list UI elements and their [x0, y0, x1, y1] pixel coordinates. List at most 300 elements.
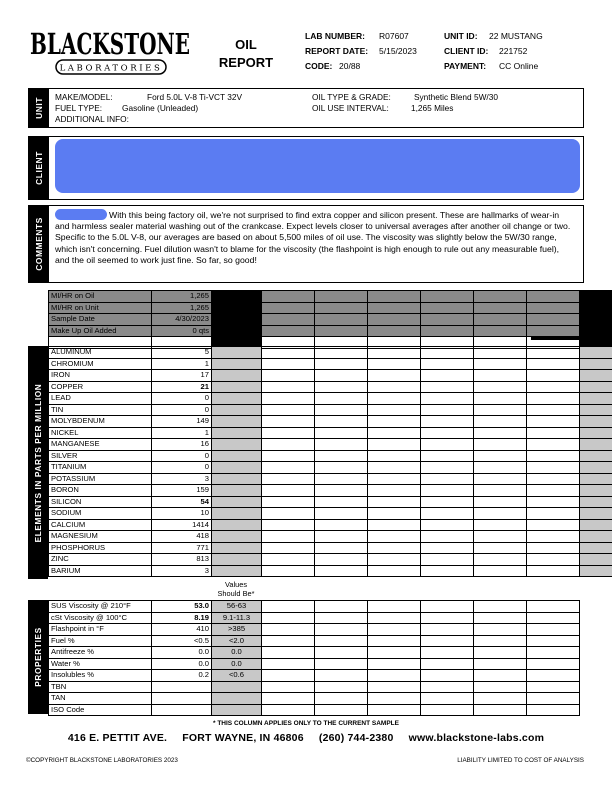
blank-cell — [580, 612, 612, 624]
element-name: ZINC — [49, 554, 152, 566]
property-should-be — [212, 704, 262, 716]
element-name: TITANIUM — [49, 462, 152, 474]
universal-average-value — [580, 473, 612, 485]
history-cell — [474, 347, 527, 359]
element-value: 54 — [152, 496, 212, 508]
history-cell — [421, 450, 474, 462]
history-cell — [527, 439, 580, 451]
code: 20/88 — [339, 61, 361, 71]
element-name: TIN — [49, 404, 152, 416]
oil-use: 1,265 Miles — [411, 103, 454, 113]
history-cell — [262, 704, 315, 716]
elements-sidebar: ELEMENTS IN PARTS PER MILLION — [28, 346, 48, 579]
history-cell — [527, 612, 580, 624]
history-cell — [527, 647, 580, 659]
element-value: 0 — [152, 462, 212, 474]
history-cell — [315, 542, 368, 554]
report-title-line2: REPORT — [218, 55, 274, 70]
history-cell — [368, 325, 421, 337]
unit-location-avg-cell — [212, 381, 262, 393]
sample-info-row — [49, 302, 612, 314]
history-cell — [527, 704, 580, 716]
history-cell — [527, 554, 580, 566]
element-row — [49, 496, 612, 508]
blank-cell — [580, 658, 612, 670]
svg-text:LABORATORIES: LABORATORIES — [59, 63, 163, 74]
sample-info-label: Make Up Oil Added — [49, 325, 152, 337]
history-cell — [368, 370, 421, 382]
history-cell — [262, 416, 315, 428]
sample-info-value: 4/30/2023 — [152, 314, 212, 326]
history-cell — [474, 624, 527, 636]
history-cell — [527, 565, 580, 577]
history-cell — [474, 704, 527, 716]
history-cell — [262, 473, 315, 485]
history-cell — [368, 462, 421, 474]
history-cell — [474, 393, 527, 405]
history-cell — [262, 670, 315, 682]
property-row — [49, 658, 612, 670]
values-should-be-header: Values Should Be* — [217, 580, 255, 598]
history-cell — [474, 519, 527, 531]
history-cell — [315, 612, 368, 624]
history-cell — [527, 347, 580, 359]
client-redaction — [55, 139, 580, 193]
universal-average-value — [580, 427, 612, 439]
element-row — [49, 450, 612, 462]
blank-cell — [580, 704, 612, 716]
history-cell — [262, 681, 315, 693]
element-value: 3 — [152, 473, 212, 485]
history-cell — [368, 314, 421, 326]
history-cell — [368, 439, 421, 451]
history-cell — [474, 381, 527, 393]
history-cell — [474, 565, 527, 577]
client-id: 221752 — [499, 46, 528, 56]
blank-cell — [580, 624, 612, 636]
additional-info-label: ADDITIONAL INFO: — [55, 114, 129, 124]
element-name: COPPER — [49, 381, 152, 393]
history-cell — [527, 601, 580, 613]
element-name: PHOSPHORUS — [49, 542, 152, 554]
history-cell — [527, 519, 580, 531]
history-cell — [368, 358, 421, 370]
history-cell — [262, 519, 315, 531]
universal-average-value — [580, 358, 612, 370]
element-name: IRON — [49, 370, 152, 382]
element-value: 159 — [152, 485, 212, 497]
history-cell — [474, 314, 527, 326]
history-cell — [527, 450, 580, 462]
history-cell — [527, 314, 580, 326]
history-cell — [368, 427, 421, 439]
history-cell — [368, 473, 421, 485]
unit-section — [28, 88, 584, 128]
unit-location-avg-cell — [212, 404, 262, 416]
history-cell — [315, 404, 368, 416]
history-cell — [527, 404, 580, 416]
history-cell — [315, 325, 368, 337]
history-cell — [527, 508, 580, 520]
history-cell — [474, 670, 527, 682]
comments-body — [55, 209, 575, 266]
history-cell — [368, 670, 421, 682]
universal-average-value — [580, 531, 612, 543]
property-row — [49, 693, 612, 705]
unit-location-avg-cell — [212, 496, 262, 508]
element-name: NICKEL — [49, 427, 152, 439]
property-should-be: 56-63 — [212, 601, 262, 613]
element-value: 17 — [152, 370, 212, 382]
property-value: <0.5 — [152, 635, 212, 647]
element-row — [49, 473, 612, 485]
history-cell — [315, 462, 368, 474]
payment: CC Online — [499, 61, 539, 71]
history-cell — [421, 612, 474, 624]
history-cell — [527, 416, 580, 428]
history-cell — [474, 508, 527, 520]
element-row — [49, 565, 612, 577]
element-row — [49, 554, 612, 566]
unit-location-avg-cell — [212, 370, 262, 382]
sample-info-table — [48, 290, 612, 349]
history-cell — [262, 635, 315, 647]
history-cell — [421, 393, 474, 405]
history-cell — [315, 658, 368, 670]
history-cell — [368, 291, 421, 303]
history-cell — [262, 601, 315, 613]
property-row — [49, 601, 612, 613]
history-cell — [368, 531, 421, 543]
history-cell — [421, 291, 474, 303]
unit-location-avg-cell — [212, 427, 262, 439]
sample-info-value: 0 qts — [152, 325, 212, 337]
history-cell — [527, 624, 580, 636]
element-name: BARIUM — [49, 565, 152, 577]
history-cell — [262, 381, 315, 393]
history-cell — [474, 693, 527, 705]
property-should-be — [212, 693, 262, 705]
history-cell — [315, 485, 368, 497]
history-cell — [368, 554, 421, 566]
history-cell — [315, 624, 368, 636]
history-cell — [315, 635, 368, 647]
universal-average-value — [580, 347, 612, 359]
element-name: SILICON — [49, 496, 152, 508]
history-cell — [315, 393, 368, 405]
history-cell — [368, 704, 421, 716]
history-cell — [421, 670, 474, 682]
history-cell — [315, 450, 368, 462]
copyright: ©COPYRIGHT BLACKSTONE LABORATORIES 2023 — [26, 757, 178, 764]
universal-average-value — [580, 370, 612, 382]
blank-cell — [580, 681, 612, 693]
property-row — [49, 612, 612, 624]
unit-location-avg-cell — [212, 325, 262, 337]
unit-location-avg-cell — [212, 347, 262, 359]
history-cell — [262, 450, 315, 462]
history-cell — [421, 302, 474, 314]
history-cell — [421, 314, 474, 326]
make-model: Ford 5.0L V-8 Ti-VCT 32V — [147, 92, 242, 102]
element-name: LEAD — [49, 393, 152, 405]
unit-location-avg-cell — [212, 291, 262, 303]
blank-cell — [580, 647, 612, 659]
history-cell — [315, 508, 368, 520]
element-name: BORON — [49, 485, 152, 497]
code-label: CODE: — [305, 61, 333, 71]
history-cell — [315, 416, 368, 428]
client-sidebar: CLIENT — [29, 137, 49, 199]
oil-type-label: OIL TYPE & GRADE: — [312, 92, 391, 102]
history-cell — [262, 358, 315, 370]
history-cell — [368, 658, 421, 670]
history-cell — [315, 519, 368, 531]
property-name: Flashpoint in °F — [49, 624, 152, 636]
element-row — [49, 519, 612, 531]
history-cell — [368, 381, 421, 393]
property-row — [49, 624, 612, 636]
history-cell — [368, 416, 421, 428]
unit-location-avg-cell — [212, 565, 262, 577]
history-cell — [262, 612, 315, 624]
history-cell — [474, 439, 527, 451]
element-name: CHROMIUM — [49, 358, 152, 370]
history-cell — [421, 554, 474, 566]
universal-average-value — [580, 508, 612, 520]
history-cell — [315, 693, 368, 705]
history-cell — [315, 358, 368, 370]
property-should-be: <0.6 — [212, 670, 262, 682]
element-name: ALUMINUM — [49, 347, 152, 359]
universal-average-value — [580, 485, 612, 497]
history-cell — [262, 439, 315, 451]
universal-average-value — [580, 404, 612, 416]
property-should-be: >385 — [212, 624, 262, 636]
history-cell — [315, 370, 368, 382]
history-cell — [474, 485, 527, 497]
universal-average-value — [580, 416, 612, 428]
sample-info-row — [49, 314, 612, 326]
history-cell — [262, 325, 315, 337]
universal-average-value — [580, 439, 612, 451]
unit-location-avg-cell — [212, 554, 262, 566]
history-cell — [527, 393, 580, 405]
history-cell — [421, 624, 474, 636]
universal-average-value — [580, 519, 612, 531]
element-value: 149 — [152, 416, 212, 428]
history-cell — [527, 462, 580, 474]
unit-location-avg-cell — [212, 531, 262, 543]
address-line — [0, 732, 612, 744]
element-row — [49, 485, 612, 497]
history-cell — [421, 439, 474, 451]
property-name: Antifreeze % — [49, 647, 152, 659]
property-row — [49, 681, 612, 693]
history-cell — [474, 612, 527, 624]
history-cell — [421, 473, 474, 485]
history-cell — [262, 542, 315, 554]
history-cell — [262, 462, 315, 474]
city: FORT WAYNE, IN 46806 — [182, 732, 304, 744]
element-row — [49, 439, 612, 451]
history-cell — [368, 485, 421, 497]
history-cell — [421, 519, 474, 531]
history-cell — [421, 693, 474, 705]
history-cell — [474, 635, 527, 647]
history-cell — [315, 565, 368, 577]
unit-location-avg-cell — [212, 393, 262, 405]
lab-number-label: LAB NUMBER: — [305, 31, 365, 41]
universal-average-value — [580, 381, 612, 393]
history-cell — [474, 647, 527, 659]
history-cell — [421, 496, 474, 508]
element-row — [49, 404, 612, 416]
history-cell — [262, 404, 315, 416]
property-row — [49, 704, 612, 716]
history-cell — [315, 473, 368, 485]
history-cell — [421, 404, 474, 416]
history-cell — [527, 473, 580, 485]
payment-label: PAYMENT: — [444, 61, 487, 71]
history-cell — [315, 531, 368, 543]
property-value: 0.2 — [152, 670, 212, 682]
history-cell — [421, 381, 474, 393]
unit-location-avg-cell — [212, 439, 262, 451]
history-cell — [368, 601, 421, 613]
history-cell — [527, 658, 580, 670]
client-section — [28, 136, 584, 200]
history-cell — [262, 347, 315, 359]
element-row — [49, 393, 612, 405]
history-cell — [368, 542, 421, 554]
universal-average-value — [580, 542, 612, 554]
history-cell — [527, 370, 580, 382]
history-cell — [262, 291, 315, 303]
history-cell — [262, 624, 315, 636]
history-cell — [262, 314, 315, 326]
blank-cell — [580, 670, 612, 682]
history-cell — [262, 554, 315, 566]
history-cell — [474, 462, 527, 474]
phone: (260) 744-2380 — [318, 732, 394, 744]
history-cell — [262, 370, 315, 382]
property-value: 0.0 — [152, 647, 212, 659]
universal-average-value — [580, 554, 612, 566]
blank-cell — [580, 635, 612, 647]
svg-text:BLACKSTONE: BLACKSTONE — [30, 27, 190, 61]
universal-average-value — [580, 450, 612, 462]
history-cell — [474, 325, 527, 337]
element-name: MOLYBDENUM — [49, 416, 152, 428]
history-cell — [421, 647, 474, 659]
history-cell — [527, 427, 580, 439]
street: 416 E. PETTIT AVE. — [67, 732, 168, 744]
history-cell — [368, 647, 421, 659]
history-cell — [368, 681, 421, 693]
history-cell — [368, 347, 421, 359]
history-cell — [527, 681, 580, 693]
element-value: 10 — [152, 508, 212, 520]
element-row — [49, 358, 612, 370]
website-link[interactable]: www.blackstone-labs.com — [408, 732, 545, 744]
property-value — [152, 704, 212, 716]
history-cell — [368, 693, 421, 705]
unit-location-avg-cell — [212, 302, 262, 314]
sample-info-row — [49, 291, 612, 303]
unit-location-avg-cell — [212, 416, 262, 428]
history-cell — [421, 531, 474, 543]
property-should-be — [212, 681, 262, 693]
element-value: 16 — [152, 439, 212, 451]
history-cell — [315, 291, 368, 303]
element-row — [49, 542, 612, 554]
element-name: SILVER — [49, 450, 152, 462]
element-value: 771 — [152, 542, 212, 554]
history-cell — [421, 658, 474, 670]
element-name: CALCIUM — [49, 519, 152, 531]
make-model-label: MAKE/MODEL: — [55, 92, 113, 102]
comments-sidebar: COMMENTS — [29, 206, 49, 282]
fuel-type-label: FUEL TYPE: — [55, 103, 103, 113]
fuel-type: Gasoline (Unleaded) — [122, 103, 199, 113]
property-value: 53.0 — [152, 601, 212, 613]
property-value: 0.0 — [152, 658, 212, 670]
history-cell — [315, 704, 368, 716]
history-cell — [368, 508, 421, 520]
history-cell — [527, 635, 580, 647]
history-cell — [368, 519, 421, 531]
history-cell — [474, 658, 527, 670]
unit-location-avg-cell — [212, 358, 262, 370]
property-value — [152, 681, 212, 693]
history-cell — [421, 704, 474, 716]
property-name: cSt Viscosity @ 100°C — [49, 612, 152, 624]
element-value: 418 — [152, 531, 212, 543]
element-value: 0 — [152, 404, 212, 416]
property-should-be: 9.1-11.3 — [212, 612, 262, 624]
history-cell — [421, 427, 474, 439]
universal-average-value — [580, 496, 612, 508]
history-cell — [474, 358, 527, 370]
unit-sidebar: UNIT — [29, 89, 49, 127]
universal-avg-cell — [580, 314, 612, 326]
history-cell — [474, 404, 527, 416]
unit-location-avg-cell — [212, 473, 262, 485]
universal-avg-cell — [580, 291, 612, 303]
history-cell — [368, 496, 421, 508]
property-row — [49, 635, 612, 647]
universal-average-value — [580, 393, 612, 405]
history-cell — [315, 314, 368, 326]
universal-avg-cell — [580, 302, 612, 314]
history-cell — [474, 427, 527, 439]
unit-location-avg-cell — [212, 508, 262, 520]
history-cell — [527, 542, 580, 554]
footnote: * THIS COLUMN APPLIES ONLY TO THE CURRENT SAMPLE — [213, 720, 399, 727]
history-cell — [474, 496, 527, 508]
universal-avg-cell — [580, 325, 612, 337]
element-row — [49, 381, 612, 393]
element-row — [49, 416, 612, 428]
history-cell — [527, 670, 580, 682]
property-name: Fuel % — [49, 635, 152, 647]
oil-type: Synthetic Blend 5W/30 — [414, 92, 498, 102]
history-cell — [262, 508, 315, 520]
universal-average-value — [580, 462, 612, 474]
history-cell — [421, 542, 474, 554]
element-row — [49, 347, 612, 359]
